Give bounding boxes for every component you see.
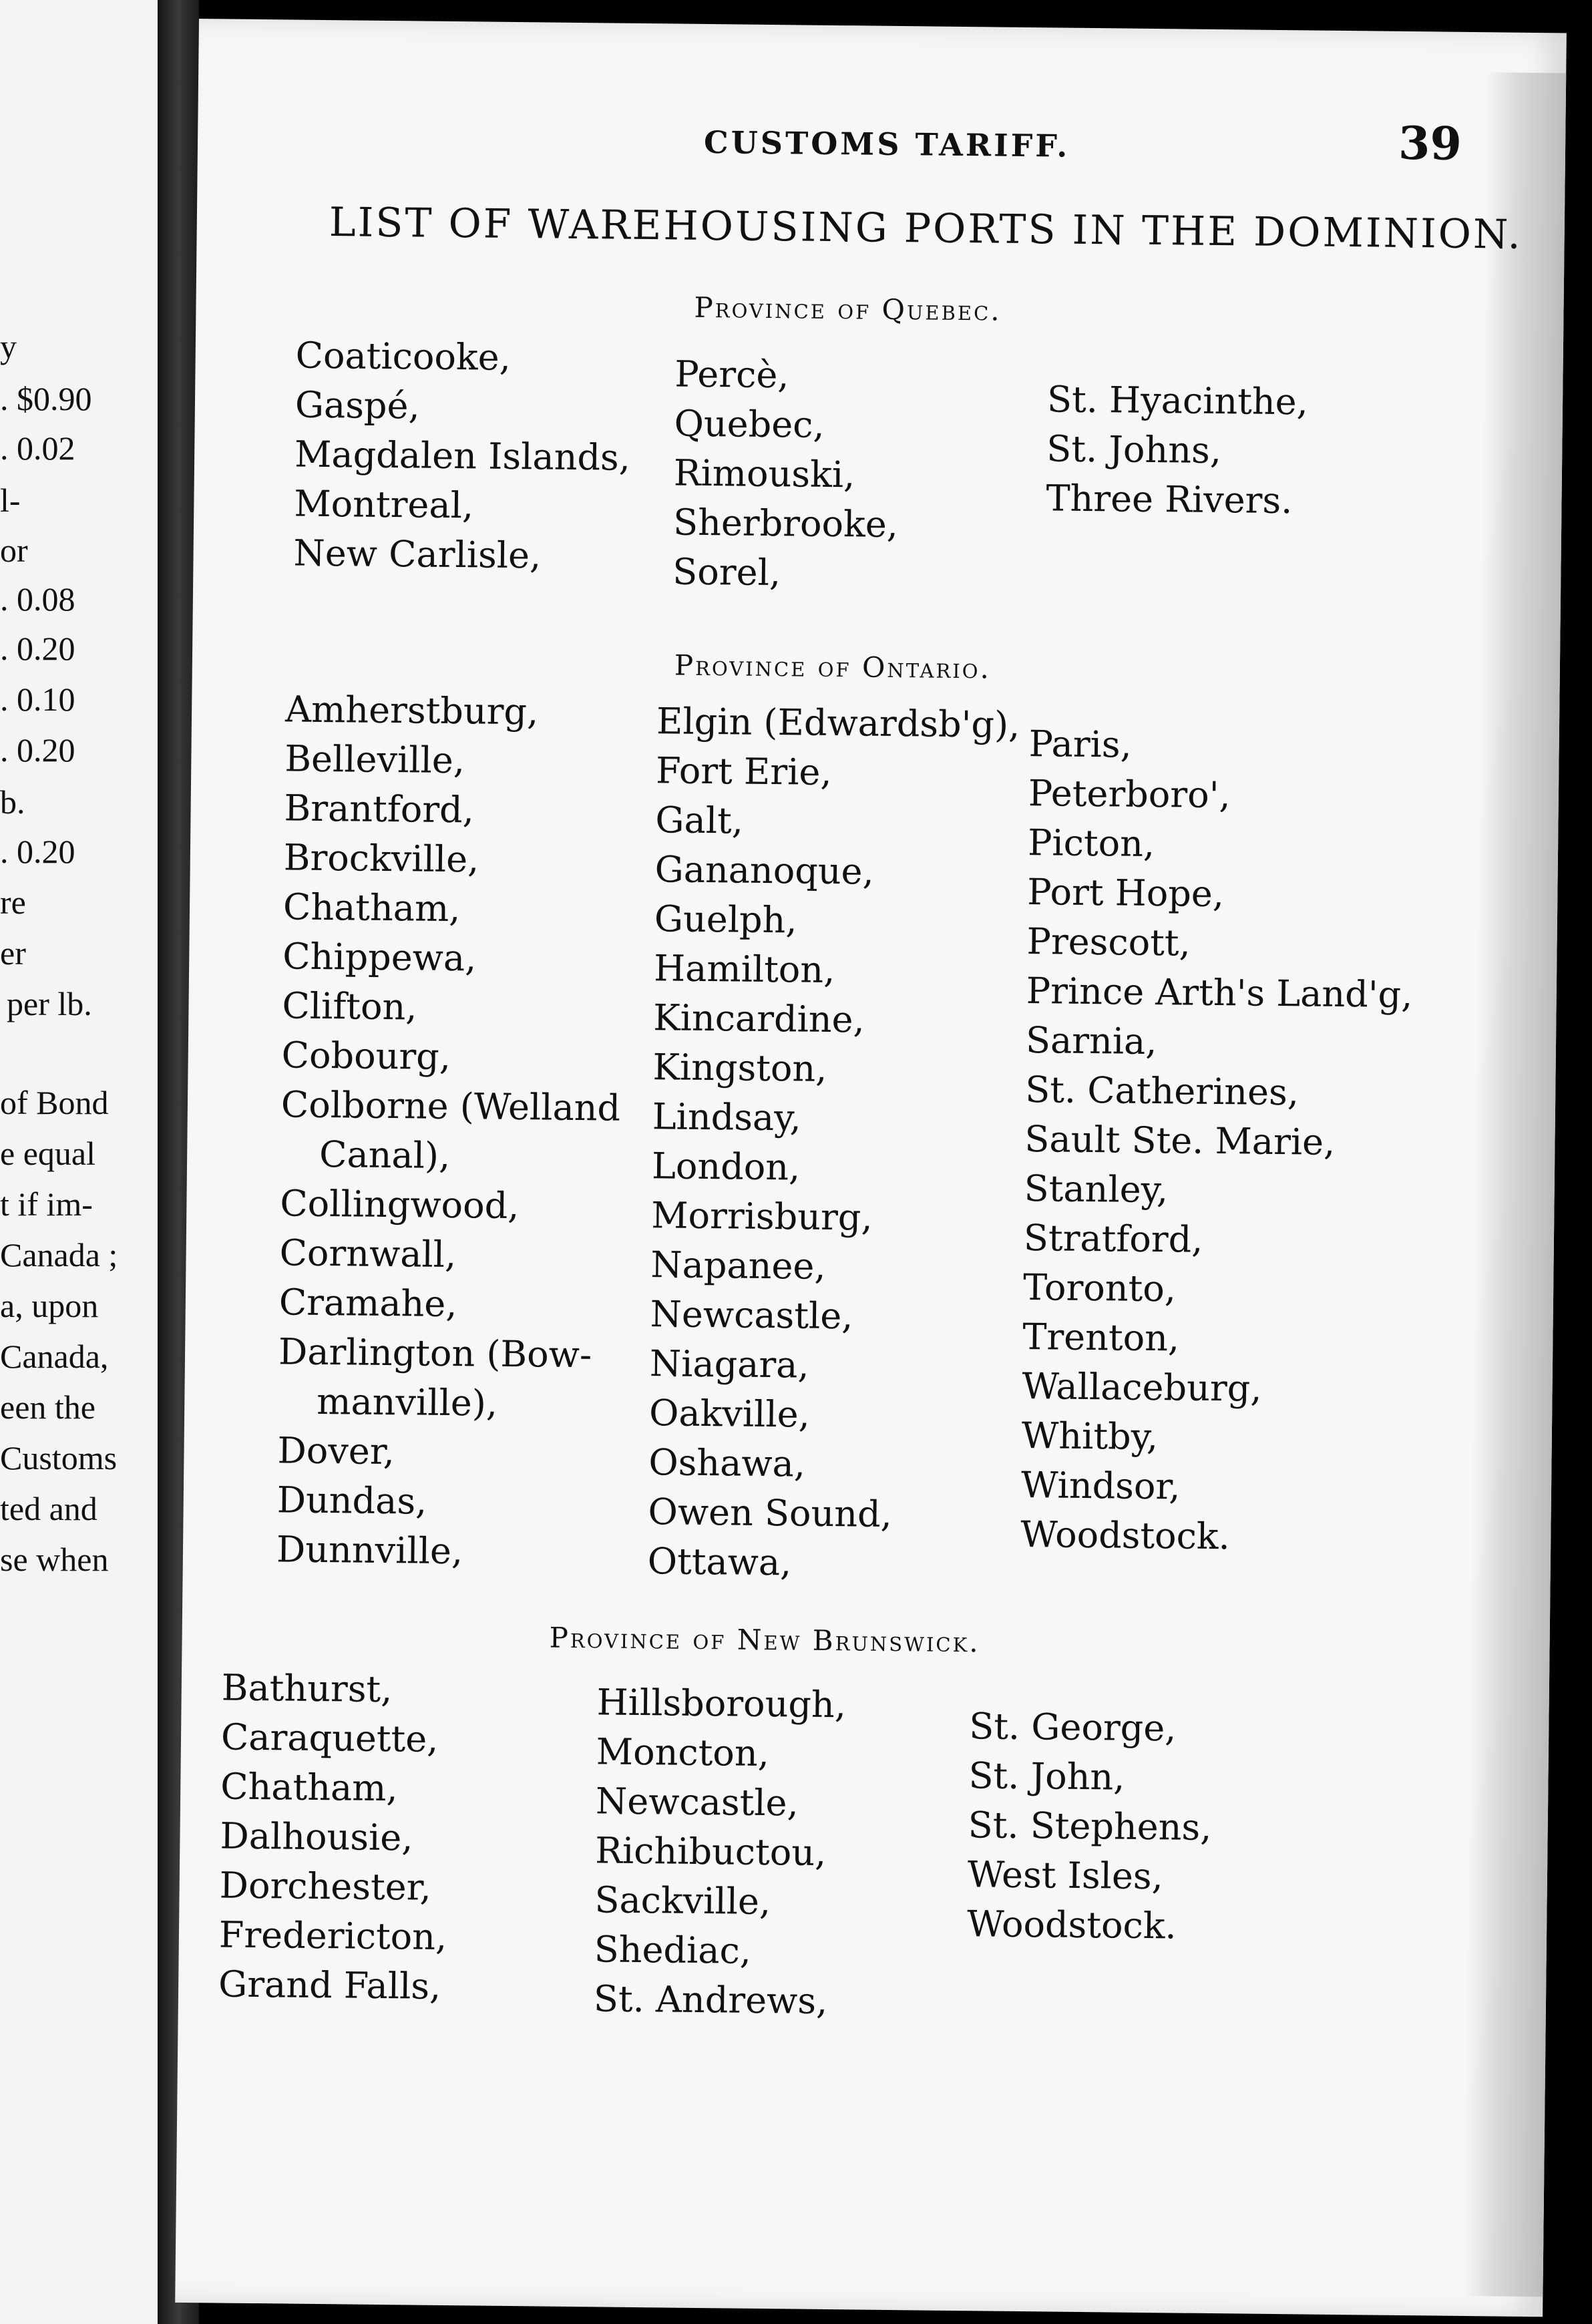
port-name: Richibuctou, xyxy=(594,1829,827,1874)
port-name: Prescott, xyxy=(1026,920,1191,964)
left-page-line: l- xyxy=(0,481,21,519)
port-name: St. Catherines, xyxy=(1024,1069,1300,1114)
left-page-line: een the xyxy=(0,1388,95,1426)
section-heading-quebec: Province of Quebec. xyxy=(694,290,1002,327)
port-name: Sherbrooke, xyxy=(672,501,899,546)
port-name: Whitby, xyxy=(1021,1414,1159,1459)
port-name: Napanee, xyxy=(650,1243,826,1288)
port-name: St. Stephens, xyxy=(968,1804,1212,1849)
port-name: Coaticooke, xyxy=(295,334,512,379)
left-page-line: er xyxy=(0,934,26,972)
quebec-column-2 xyxy=(672,349,900,599)
quebec-column-3 xyxy=(1046,375,1308,526)
ontario-column-3 xyxy=(1020,719,1416,1563)
ontario-column-1 xyxy=(276,685,625,1577)
port-name: Dunnville, xyxy=(276,1528,463,1573)
port-name: Ottawa, xyxy=(647,1540,792,1584)
port-name: Colborne (Welland xyxy=(280,1083,621,1129)
new-brunswick-column-3 xyxy=(967,1702,1213,1951)
left-page-line: se when xyxy=(0,1541,109,1578)
port-name: Woodstock. xyxy=(1020,1513,1231,1558)
left-page-line: b. xyxy=(0,783,25,821)
port-name: Lindsay, xyxy=(652,1095,802,1139)
page-number: 39 xyxy=(1398,116,1462,171)
port-name: Sorel, xyxy=(672,550,781,594)
port-name: Cramahe, xyxy=(278,1281,457,1326)
main-page xyxy=(175,19,1567,2317)
port-name: Gaspé, xyxy=(294,383,421,427)
left-page-line: . $0.90 xyxy=(0,380,92,417)
port-name: Rimouski, xyxy=(673,451,855,496)
new-brunswick-column-1 xyxy=(218,1663,450,2011)
port-name: Windsor, xyxy=(1020,1464,1181,1508)
port-name: London, xyxy=(651,1145,801,1189)
left-page-line: or xyxy=(0,532,28,569)
port-name: St. Johns, xyxy=(1046,427,1222,472)
port-name: New Carlisle, xyxy=(293,532,542,577)
left-page-line: of Bond xyxy=(0,1084,109,1121)
port-name: Chatham, xyxy=(282,886,461,930)
port-name: Oshawa, xyxy=(648,1441,806,1485)
port-name: Hamilton, xyxy=(653,947,835,992)
port-name: Darlington (Bow- xyxy=(278,1330,592,1376)
port-name: West Isles, xyxy=(967,1853,1164,1898)
port-name: Fort Erie, xyxy=(655,749,832,793)
left-page-line: . 0.20 xyxy=(0,731,75,769)
left-page-line: . 0.20 xyxy=(0,833,75,870)
port-name: Cobourg, xyxy=(281,1034,451,1079)
port-name: Sackville, xyxy=(594,1879,771,1923)
port-name: St. John, xyxy=(968,1754,1125,1798)
port-name: Peterboro', xyxy=(1028,772,1231,817)
port-name-continued: Canal), xyxy=(319,1133,451,1177)
quebec-column-1 xyxy=(293,331,632,582)
port-name: Oakville, xyxy=(648,1392,811,1436)
page-edge-shadow xyxy=(1462,72,1566,2297)
left-page-line: . 0.08 xyxy=(0,580,75,618)
port-name: Niagara, xyxy=(649,1342,809,1386)
left-page-line: Customs xyxy=(0,1439,118,1477)
port-name: Wallaceburg, xyxy=(1022,1365,1262,1410)
port-name: Sault Ste. Marie, xyxy=(1024,1118,1336,1163)
port-name: Bathurst, xyxy=(221,1666,393,1711)
port-name: Amherstburg, xyxy=(284,688,539,733)
left-page-line: Canada ; xyxy=(0,1236,118,1274)
port-name: Stanley, xyxy=(1024,1167,1169,1211)
port-name: Clifton, xyxy=(282,984,417,1028)
port-name: Elgin (Edwardsb'g), xyxy=(656,700,1020,746)
left-page-line: per lb. xyxy=(7,985,92,1022)
port-name: Kincardine, xyxy=(653,996,865,1041)
port-name: Caraquette, xyxy=(220,1716,439,1760)
left-page-line: e equal xyxy=(0,1135,95,1172)
port-name: Dorchester, xyxy=(219,1864,432,1909)
port-name: Galt, xyxy=(655,799,744,842)
port-name: Chatham, xyxy=(220,1765,398,1810)
port-name: Paris, xyxy=(1028,723,1133,766)
section-heading-ontario: Province of Ontario. xyxy=(674,648,992,685)
port-name: Dalhousie, xyxy=(220,1814,413,1859)
port-name: Hillsborough, xyxy=(596,1681,847,1726)
ontario-column-2 xyxy=(647,697,1020,1590)
port-name: Montreal, xyxy=(294,482,474,527)
port-name: St. Andrews, xyxy=(593,1977,828,2023)
left-page-line: . 0.20 xyxy=(0,630,75,667)
port-name: Brockville, xyxy=(283,836,479,881)
port-name: Percè, xyxy=(674,353,789,397)
port-name: Brantford, xyxy=(284,787,475,831)
port-name: Collingwood, xyxy=(280,1182,520,1227)
running-head: CUSTOMS TARIFF. xyxy=(703,124,1070,164)
port-name: Guelph, xyxy=(654,898,797,942)
port-name: Morrisburg, xyxy=(650,1194,873,1239)
port-name: Picton, xyxy=(1027,821,1155,865)
left-page-line: t if im- xyxy=(0,1185,93,1223)
port-name: Port Hope, xyxy=(1027,871,1225,916)
port-name: Three Rivers. xyxy=(1046,477,1293,522)
port-name: Prince Arth's Land'g, xyxy=(1026,970,1413,1016)
port-name: Cornwall, xyxy=(279,1231,457,1276)
port-name: Moncton, xyxy=(596,1730,770,1775)
port-name: Magdalen Islands, xyxy=(294,433,631,479)
port-name: St. George, xyxy=(968,1705,1177,1750)
page-title: LIST OF WAREHOUSING PORTS IN THE DOMINION. xyxy=(329,199,1523,258)
port-name: Stratford, xyxy=(1023,1217,1203,1261)
left-page-line: re xyxy=(0,884,26,921)
port-name: Dundas, xyxy=(276,1479,427,1523)
left-page-line: a, upon xyxy=(0,1287,99,1324)
left-page-line: Canada, xyxy=(0,1338,109,1375)
port-name: Newcastle, xyxy=(650,1293,853,1338)
port-name: Grand Falls, xyxy=(218,1963,441,2007)
new-brunswick-column-2 xyxy=(594,1678,847,2026)
left-page-line: . 0.02 xyxy=(0,429,75,467)
port-name: Belleville, xyxy=(284,737,465,782)
port-name: St. Hyacinthe, xyxy=(1046,378,1309,423)
left-page-line: . 0.10 xyxy=(0,681,75,718)
port-name: Trenton, xyxy=(1022,1316,1180,1360)
port-name: Kingston, xyxy=(652,1046,827,1090)
port-name: Fredericton, xyxy=(218,1913,447,1959)
left-page-fragment xyxy=(0,0,158,2324)
left-page-line: y xyxy=(0,328,17,365)
port-name: Owen Sound, xyxy=(648,1491,893,1535)
port-name: Gananoque, xyxy=(654,848,875,893)
port-name: Sarnia, xyxy=(1025,1019,1157,1063)
section-heading-new-brunswick: Province of New Brunswick. xyxy=(549,1621,980,1659)
port-name: Dover, xyxy=(277,1429,395,1473)
port-name-continued: manville), xyxy=(316,1380,498,1424)
port-name: Newcastle, xyxy=(595,1780,799,1824)
port-name: Quebec, xyxy=(674,402,825,446)
port-name: Shediac, xyxy=(594,1928,752,1972)
port-name: Woodstock. xyxy=(966,1903,1177,1947)
left-page-line: ted and xyxy=(0,1490,97,1527)
port-name: Toronto, xyxy=(1022,1266,1177,1310)
port-name: Chippewa, xyxy=(282,935,477,980)
